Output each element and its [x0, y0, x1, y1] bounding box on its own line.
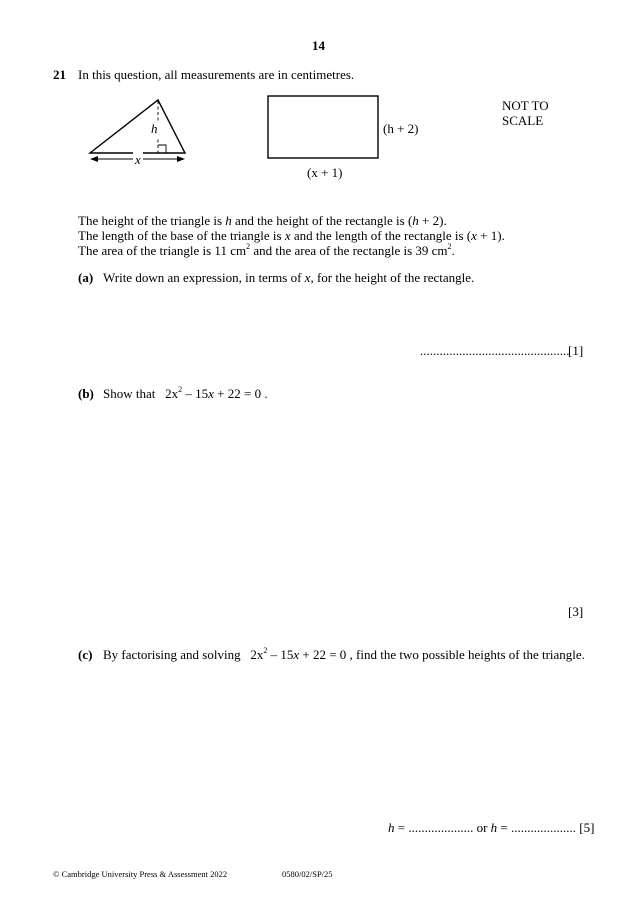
base-arrowhead-left	[90, 156, 98, 162]
footer-copyright: © Cambridge University Press & Assessment 2022	[53, 869, 228, 879]
part-c-answer-line[interactable]: h = .................... or h = .................... [5]	[388, 820, 595, 835]
part-c-label: (c)	[78, 647, 93, 662]
part-c-marks: [5]	[579, 820, 595, 835]
right-angle-mark	[158, 145, 166, 153]
scale-note-line1: NOT TO	[502, 98, 549, 113]
part-a-label: (a)	[78, 270, 94, 285]
question-number: 21	[53, 67, 66, 82]
info-line-1: The height of the triangle is h and the height of the rectangle is (h + 2).	[78, 213, 447, 228]
page-number: 14	[312, 38, 325, 53]
part-c-question: By factorising and solving $2x^2 - 15x + 22 = 0$ , find the two possible heights of the triangle.	[103, 646, 585, 662]
footer-code: 0580/02/SP/25	[282, 869, 333, 879]
triangle-base-label: x	[135, 152, 141, 167]
part-b-marks: [3]	[568, 604, 584, 619]
part-b-question: Show that $2x^2 - 15x + 22 = 0$ .	[103, 385, 268, 401]
info-line-2: The length of the base of the triangle is x and the length of the rectangle is (x + 1).	[78, 228, 505, 243]
part-a-question: Write down an expression, in terms of x, for the height of the rectangle.	[103, 270, 475, 285]
part-a-answer-line[interactable]: ..............................................	[420, 343, 570, 358]
scale-note-line2: SCALE	[502, 113, 544, 128]
info-line-3: The area of the triangle is 11 $cm^2$ and the area of the rectangle is 39 $cm^2$.	[78, 242, 455, 258]
rect-height-label: (h + 2)	[383, 121, 419, 136]
part-b-label: (b)	[78, 386, 94, 401]
triangle	[90, 100, 185, 153]
triangle-height-label: h	[151, 121, 158, 136]
part-a-marks: [1]	[568, 343, 584, 358]
question-intro: In this question, all measurements are in centimetres.	[78, 67, 355, 82]
base-arrowhead-right	[177, 156, 185, 162]
rect-length-label: (x + 1)	[307, 165, 343, 180]
rectangle	[268, 96, 378, 158]
